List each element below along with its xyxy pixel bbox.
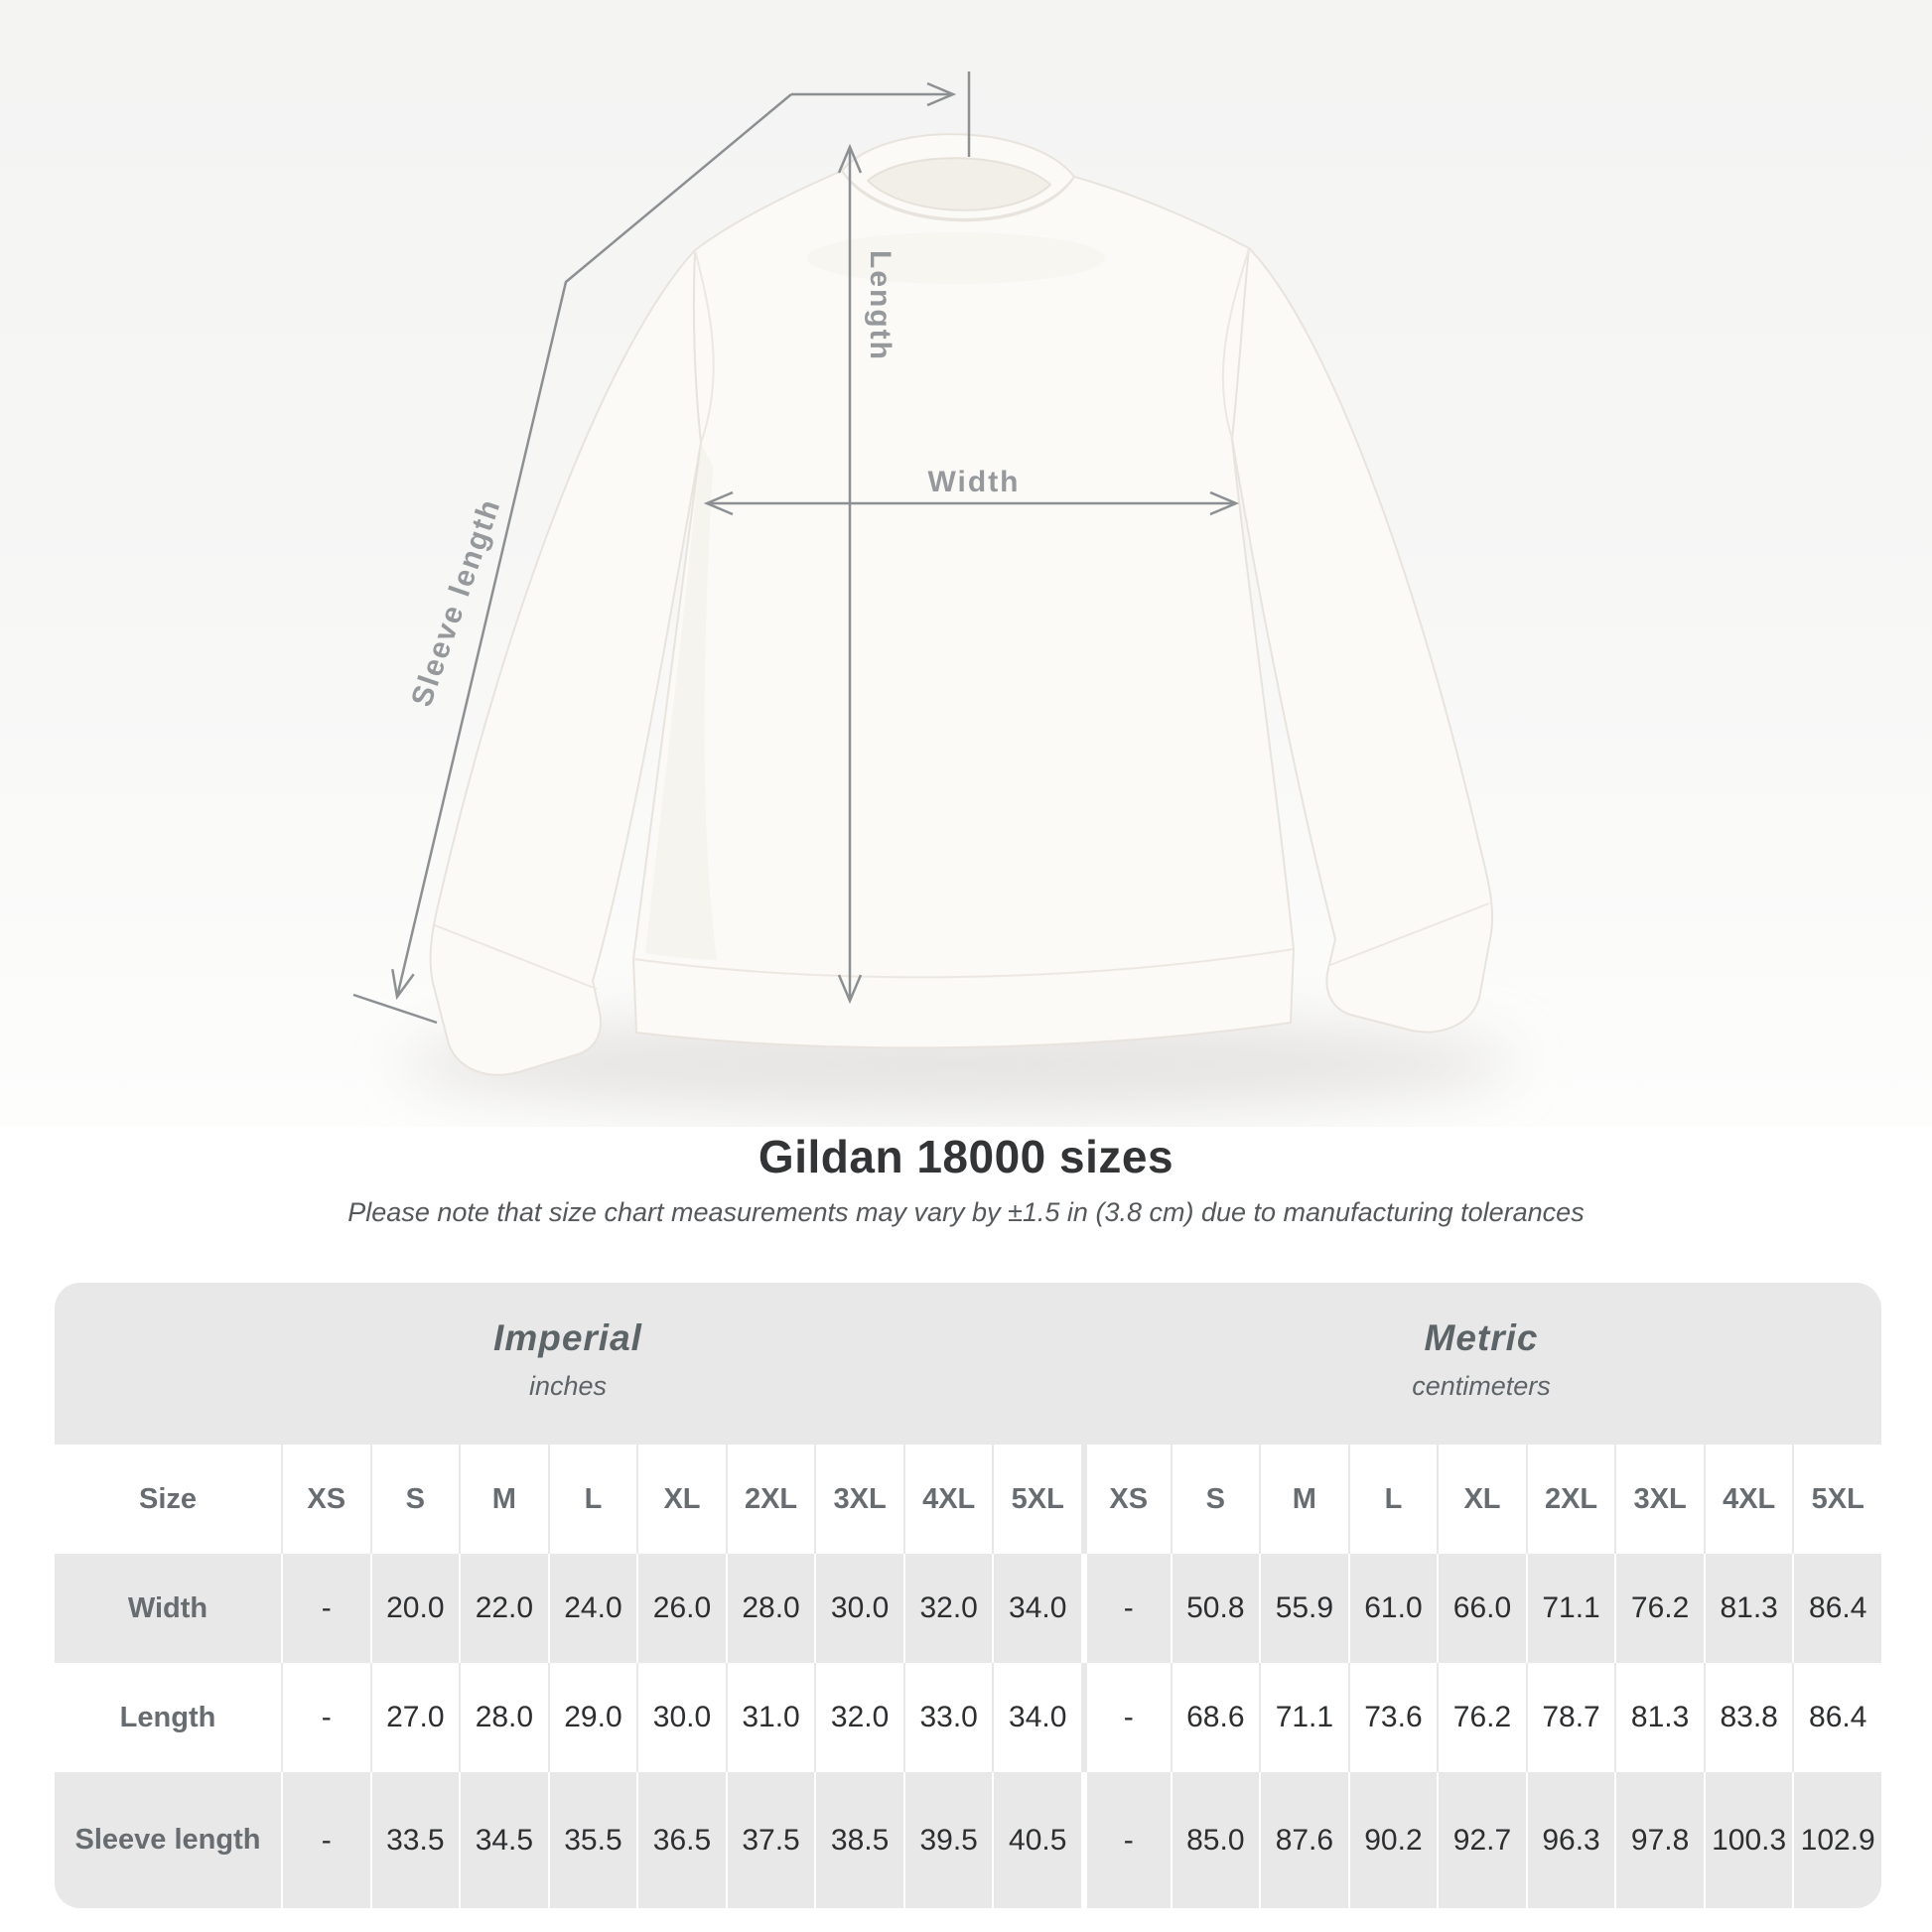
value-cell: 55.9 [1259, 1554, 1348, 1663]
value-cell: 26.0 [636, 1554, 726, 1663]
value-cell: 29.0 [548, 1663, 637, 1772]
value-cell: 33.5 [370, 1772, 460, 1908]
size-header-cell: 3XL [1614, 1445, 1704, 1554]
value-cell: 28.0 [459, 1663, 548, 1772]
value-cell: 92.7 [1437, 1772, 1526, 1908]
value-cell: 86.4 [1792, 1663, 1881, 1772]
value-cell: 90.2 [1348, 1772, 1438, 1908]
size-table [55, 1283, 1881, 1908]
value-cell: 61.0 [1348, 1554, 1438, 1663]
size-header-cell: 4XL [1704, 1445, 1793, 1554]
cuff-reference-tick [353, 995, 437, 1023]
unit-group-name: Imperial [493, 1317, 642, 1358]
value-cell: 27.0 [370, 1663, 460, 1772]
width-dimension-label: Width [927, 466, 1021, 498]
sweatshirt-body [633, 171, 1294, 1047]
row-label: Length [55, 1663, 281, 1772]
value-cell: 78.7 [1526, 1663, 1615, 1772]
value-cell: 30.0 [636, 1663, 726, 1772]
size-header-cell: XL [636, 1445, 726, 1554]
value-cell: 71.1 [1259, 1663, 1348, 1772]
value-cell: 68.6 [1171, 1663, 1260, 1772]
unit-group-sublabel: inches [528, 1371, 608, 1401]
value-cell: 20.0 [370, 1554, 460, 1663]
value-cell: 30.0 [814, 1554, 903, 1663]
value-cell: 28.0 [726, 1554, 815, 1663]
row-label: Width [55, 1554, 281, 1663]
value-cell: 34.0 [992, 1663, 1081, 1772]
size-header-cell: L [1348, 1445, 1438, 1554]
size-header-cell: 5XL [1792, 1445, 1881, 1554]
value-cell: 50.8 [1171, 1554, 1260, 1663]
value-cell: 87.6 [1259, 1772, 1348, 1908]
sleeve-dimension-label: Sleeve length [405, 493, 507, 711]
value-cell: 35.5 [548, 1772, 637, 1908]
value-cell: 66.0 [1437, 1554, 1526, 1663]
value-cell: - [281, 1663, 370, 1772]
unit-group-sublabel: centimeters [1412, 1371, 1551, 1401]
value-cell: 32.0 [903, 1554, 993, 1663]
value-cell: 34.5 [459, 1772, 548, 1908]
tolerance-note: Please note that size chart measurements may vary by ±1.5 in (3.8 cm) due to manufacturing tolerances [347, 1197, 1585, 1227]
value-cell: - [281, 1554, 370, 1663]
value-cell: - [281, 1772, 370, 1908]
value-cell: 32.0 [814, 1663, 903, 1772]
size-header-cell: M [459, 1445, 548, 1554]
sweatshirt-graphic [431, 134, 1493, 1075]
value-cell: 34.0 [992, 1554, 1081, 1663]
value-cell: 40.5 [992, 1772, 1081, 1908]
size-header-cell: L [548, 1445, 637, 1554]
size-header-cell: XL [1437, 1445, 1526, 1554]
size-header-cell: S [1171, 1445, 1260, 1554]
value-cell: 102.9 [1792, 1772, 1881, 1908]
size-header-cell: 4XL [903, 1445, 993, 1554]
value-cell: 100.3 [1704, 1772, 1793, 1908]
chest-shading [807, 232, 1105, 284]
size-header-cell: XS [1081, 1445, 1171, 1554]
size-header-cell: M [1259, 1445, 1348, 1554]
value-cell: 31.0 [726, 1663, 815, 1772]
value-cell: - [1081, 1663, 1171, 1772]
unit-group-metric [1081, 1283, 1881, 1445]
size-header-cell: 2XL [726, 1445, 815, 1554]
size-header-cell: 5XL [992, 1445, 1081, 1554]
value-cell: 81.3 [1614, 1663, 1704, 1772]
value-cell: 24.0 [548, 1554, 637, 1663]
value-cell: 37.5 [726, 1772, 815, 1908]
value-cell: 39.5 [903, 1772, 993, 1908]
unit-group-imperial [55, 1283, 1081, 1445]
value-cell: 73.6 [1348, 1663, 1438, 1772]
value-cell: 85.0 [1171, 1772, 1260, 1908]
size-header-cell: 2XL [1526, 1445, 1615, 1554]
size-header-cell: XS [281, 1445, 370, 1554]
page-title: Gildan 18000 sizes [758, 1131, 1174, 1182]
value-cell: - [1081, 1772, 1171, 1908]
value-cell: 22.0 [459, 1554, 548, 1663]
value-cell: 71.1 [1526, 1554, 1615, 1663]
unit-group-name: Metric [1424, 1317, 1539, 1358]
value-cell: 96.3 [1526, 1772, 1615, 1908]
row-label: Sleeve length [55, 1772, 281, 1908]
size-header-cell: 3XL [814, 1445, 903, 1554]
value-cell: - [1081, 1554, 1171, 1663]
value-cell: 76.2 [1614, 1554, 1704, 1663]
value-cell: 97.8 [1614, 1772, 1704, 1908]
value-cell: 36.5 [636, 1772, 726, 1908]
size-column-header: Size [55, 1445, 281, 1554]
value-cell: 86.4 [1792, 1554, 1881, 1663]
value-cell: 76.2 [1437, 1663, 1526, 1772]
value-cell: 33.0 [903, 1663, 993, 1772]
value-cell: 38.5 [814, 1772, 903, 1908]
length-dimension-label: Length [864, 250, 897, 361]
value-cell: 81.3 [1704, 1554, 1793, 1663]
size-header-cell: S [370, 1445, 460, 1554]
value-cell: 83.8 [1704, 1663, 1793, 1772]
